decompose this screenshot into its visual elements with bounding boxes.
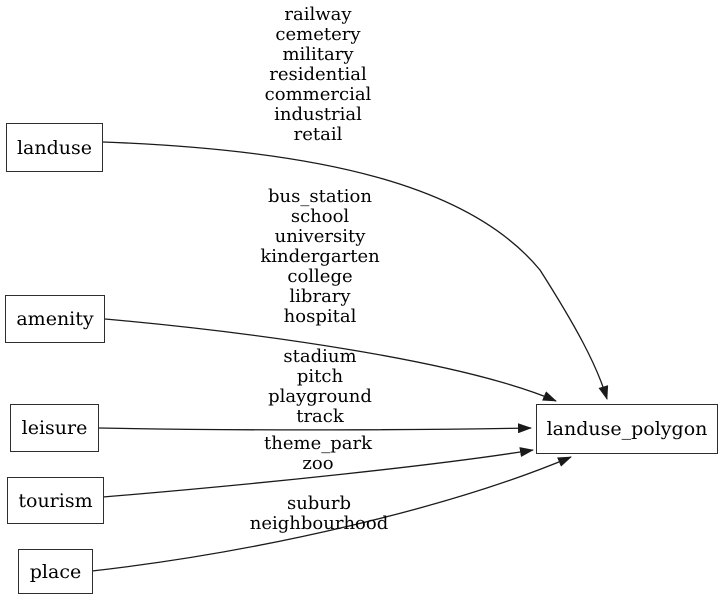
- node-place: [18, 549, 93, 594]
- edge-value: university: [274, 226, 366, 247]
- edge-value: suburb: [286, 493, 352, 514]
- edge-leisure-to-landuse-polygon: [99, 428, 531, 430]
- edge-value: college: [287, 266, 353, 287]
- node-amenity: [5, 295, 105, 343]
- edge-value: track: [296, 406, 344, 427]
- edge-value: library: [289, 286, 351, 307]
- edge-value: commercial: [264, 84, 372, 105]
- node-landuse-polygon: [536, 404, 718, 454]
- edge-value: pitch: [296, 366, 344, 387]
- node-tourism: [7, 477, 104, 524]
- node-landuse-label: landuse: [16, 136, 93, 159]
- edge-value: stadium: [283, 346, 357, 367]
- edge-value: military: [282, 44, 354, 65]
- edge-label-landuse: [265, 5, 372, 145]
- edge-value: hospital: [283, 306, 357, 327]
- edge-value: neighbourhood: [249, 513, 389, 534]
- edge-value: residential: [269, 64, 367, 85]
- node-amenity-label: amenity: [16, 308, 94, 330]
- node-leisure-label: leisure: [21, 417, 88, 439]
- edge-value: zoo: [302, 453, 334, 474]
- edge-value: kindergarten: [260, 246, 380, 267]
- edge-label-tourism: [264, 434, 372, 474]
- node-place-label: place: [29, 560, 82, 583]
- edge-value: theme_park: [264, 433, 372, 454]
- edge-value: retail: [293, 124, 343, 145]
- edge-value: industrial: [274, 104, 362, 125]
- node-landuse: [6, 123, 103, 172]
- edge-value: railway: [284, 4, 352, 25]
- edge-label-place: [250, 494, 388, 534]
- edge-value: cemetery: [275, 24, 361, 45]
- node-leisure: [10, 404, 99, 452]
- edge-label-amenity: [260, 187, 379, 327]
- edge-value: school: [290, 206, 350, 227]
- edge-value: bus_station: [268, 186, 372, 207]
- node-landuse-polygon-label: landuse_polygon: [546, 418, 708, 440]
- edge-value: playground: [268, 386, 372, 407]
- node-tourism-label: tourism: [18, 489, 93, 512]
- edge-label-leisure: [268, 347, 372, 427]
